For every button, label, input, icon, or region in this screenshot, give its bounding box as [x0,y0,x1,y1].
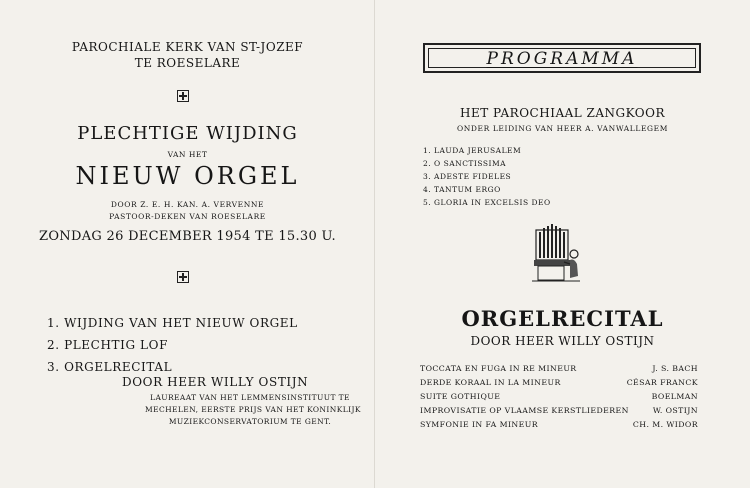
piece-title: TOCCATA EN FUGA IN RE MINEUR [420,364,577,373]
officiant-line: DOOR Z. E. H. KAN. A. VERVENNE [110,200,265,209]
piece-title: SYMFONIE IN FA MINEUR [420,420,538,429]
organist-illustration-icon [530,220,582,284]
church-location: TE ROESELARE [134,56,241,70]
recital-performer: DOOR HEER WILLY OSTIJN [122,375,309,389]
choir-director: ONDER LEIDING VAN HEER A. VANWALLEGEM [457,124,668,133]
program-item: 2. PLECHTIG LOF [47,338,168,352]
choir-name: HET PAROCHIAAL ZANGKOOR [460,106,665,120]
cross-ornament-bottom [177,271,189,283]
piece-composer: BOELMAN [651,392,698,401]
song-item: 2. O SANCTISSIMA [423,159,507,168]
piece-composer: CH. M. WIDOR [632,420,698,429]
song-item: 5. GLORIA IN EXCELSIS DEO [423,198,551,207]
cross-ornament-top [177,90,189,102]
piece-title: DERDE KORAAL IN LA MINEUR [420,378,561,387]
program-item: 3. ORGELRECITAL [47,360,173,374]
ceremony-subject: NIEUW ORGEL [75,162,300,190]
song-item: 3. ADESTE FIDELES [423,172,512,181]
performer-bio: MECHELEN, EERSTE PRIJS VAN HET KONINKLIJK [145,405,361,414]
event-date: ZONDAG 26 DECEMBER 1954 TE 15.30 U. [39,229,336,244]
song-item: 4. TANTUM ERGO [423,185,501,194]
performer-bio: MUZIEKCONSERVATORIUM TE GENT. [168,417,332,426]
ceremony-title: PLECHTIGE WIJDING [77,123,298,144]
recital-title: ORGELRECITAL [461,306,664,331]
officiant-title: PASTOOR-DEKEN VAN ROESELARE [109,212,266,221]
piece-composer: J. S. BACH [652,364,698,373]
programma-banner [423,43,701,73]
right-page [375,0,750,488]
piece-title: IMPROVISATIE OP VLAAMSE KERSTLIEDEREN [420,406,629,415]
piece-composer: W. OSTIJN [652,406,698,415]
piece-title: SUITE GOTHIQUE [420,392,501,401]
program-item: 1. WIJDING VAN HET NIEUW ORGEL [47,316,298,330]
song-item: 1. LAUDA JERUSALEM [423,146,522,155]
van-het-label: VAN HET [167,150,208,159]
performer-bio: LAUREAAT VAN HET LEMMENSINSTITUUT TE [150,393,350,402]
recital-performer: DOOR HEER WILLY OSTIJN [470,334,655,348]
church-name: PAROCHIALE KERK VAN ST-JOZEF [71,40,304,54]
piece-composer: CÉSAR FRANCK [626,378,698,387]
programma-heading: PROGRAMMA [486,49,638,69]
